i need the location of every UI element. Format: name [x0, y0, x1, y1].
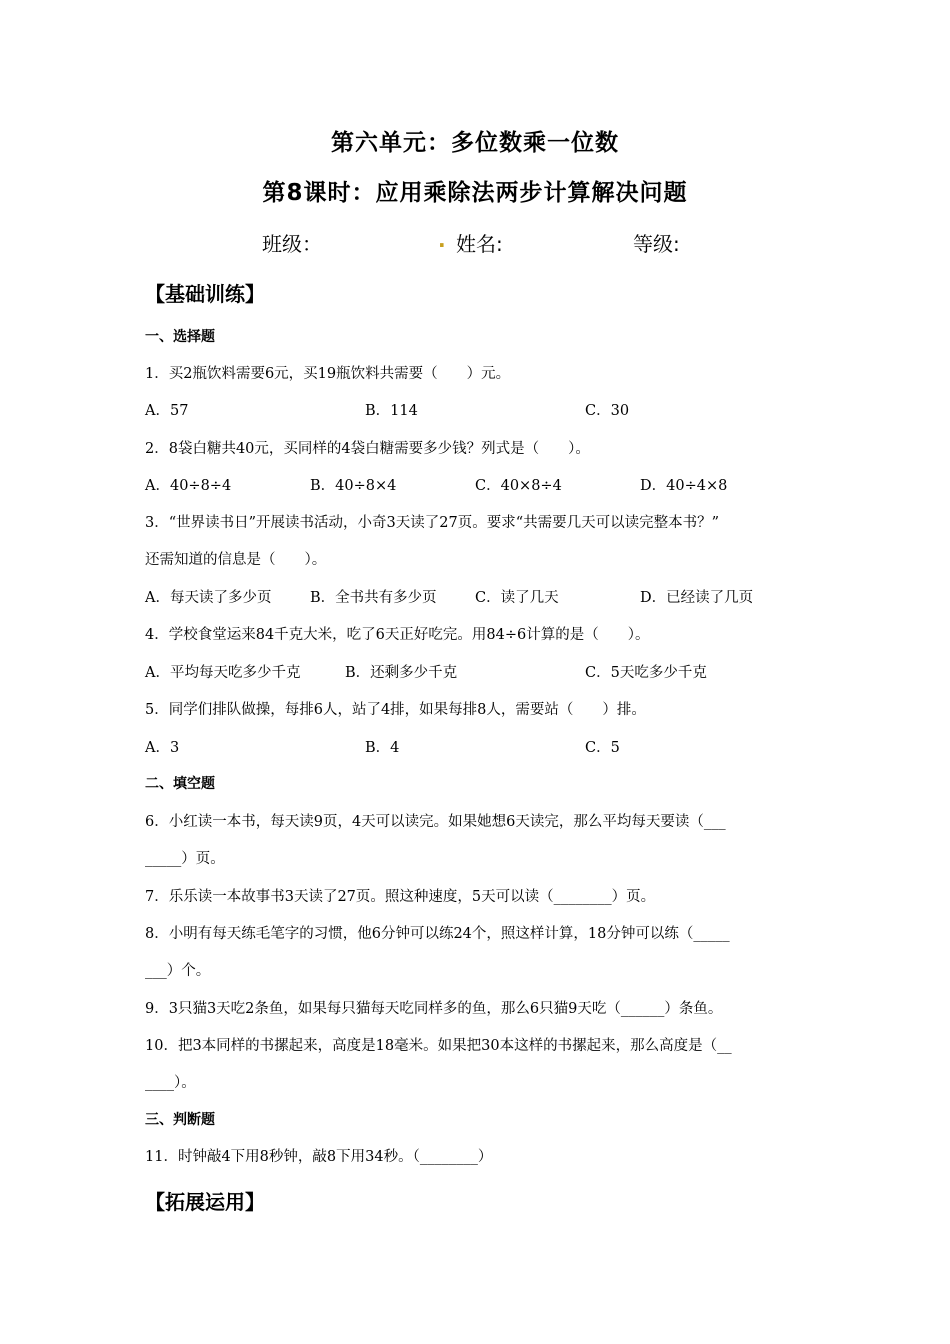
option[interactable]: B．114 [365, 403, 418, 419]
question-4: 4．学校食堂运来84千克大米，吃了6天正好吃完。用84÷6计算的是（ ）。 [145, 627, 650, 643]
option[interactable]: B．全书共有多少页 [310, 590, 437, 606]
option[interactable]: B．40÷8×4 [310, 478, 397, 494]
question-10-line-2: ____）。 [145, 1075, 196, 1091]
section-basic: 【基础训练】 [145, 282, 265, 306]
option[interactable]: C．40×8÷4 [475, 478, 562, 494]
question-7: 7．乐乐读一本故事书3天读了27页。照这种速度，5天可以读（________）页。 [145, 889, 656, 905]
option[interactable]: A．每天读了多少页 [145, 590, 272, 606]
separator-dot: . [438, 228, 446, 252]
question-9: 9．3只猫3天吃2条鱼，如果每只猫每天吃同样多的鱼，那么6只猫9天吃（______）条鱼。 [145, 1001, 723, 1017]
name-label: 姓名: [456, 232, 503, 256]
option[interactable]: A．3 [145, 740, 180, 756]
page-title: 第六单元：多位数乘一位数 [331, 130, 619, 156]
class-label: 班级： [262, 232, 322, 256]
page-subtitle: 第8课时：应用乘除法两步计算解决问题 [262, 180, 688, 206]
question-2: 2．8袋白糖共40元，买同样的4袋白糖需要多少钱？列式是（ ）。 [145, 441, 590, 457]
question-8-line-1: 8．小明有每天练毛笔字的习惯，他6分钟可以练24个，照这样计算，18分钟可以练（_____ [145, 926, 730, 942]
question-8-line-2: ___）个。 [145, 963, 211, 979]
option[interactable]: C．30 [585, 403, 630, 419]
question-3-line-2: 还需知道的信息是（ ）。 [145, 552, 327, 568]
category-choice: 一、选择题 [145, 329, 215, 345]
option[interactable]: C．5 [585, 740, 620, 756]
category-fill: 二、填空题 [145, 776, 215, 792]
category-judge: 三、判断题 [145, 1112, 215, 1128]
grade-label: 等级: [633, 232, 680, 256]
question-3-line-1: 3．“世界读书日”开展读书活动，小奇3天读了27页。要求“共需要几天可以读完整本书？” [145, 515, 720, 531]
section-extended: 【拓展运用】 [145, 1190, 265, 1214]
question-1: 1．买2瓶饮料需要6元，买19瓶饮料共需要（ ）元。 [145, 366, 511, 382]
class-input[interactable] [330, 228, 430, 254]
question-10-line-1: 10．把3本同样的书摞起来，高度是18毫米。如果把30本这样的书摞起来，那么高度是（__ [145, 1038, 732, 1054]
question-6-line-2: _____）页。 [145, 851, 225, 867]
option[interactable]: A．平均每天吃多少千克 [145, 665, 301, 681]
option[interactable]: D．40÷4×8 [640, 478, 728, 494]
option[interactable]: B．还剩多少千克 [345, 665, 458, 681]
option[interactable]: D．已经读了几页 [640, 590, 754, 606]
option[interactable]: B．4 [365, 740, 400, 756]
option[interactable]: C．5天吃多少千克 [585, 665, 707, 681]
name-input[interactable] [515, 228, 615, 254]
question-6-line-1: 6．小红读一本书，每天读9页，4天可以读完。如果她想6天读完，那么平均每天要读（___ [145, 814, 726, 830]
question-5: 5．同学们排队做操，每排6人，站了4排，如果每排8人，需要站（ ）排。 [145, 702, 646, 718]
option[interactable]: A．57 [145, 403, 189, 419]
option[interactable]: A．40÷8÷4 [145, 478, 232, 494]
grade-input[interactable] [692, 228, 772, 254]
option[interactable]: C．读了几天 [475, 590, 559, 606]
question-11: 11．时钟敲4下用8秒钟，敲8下用34秒。（________） [145, 1149, 493, 1165]
